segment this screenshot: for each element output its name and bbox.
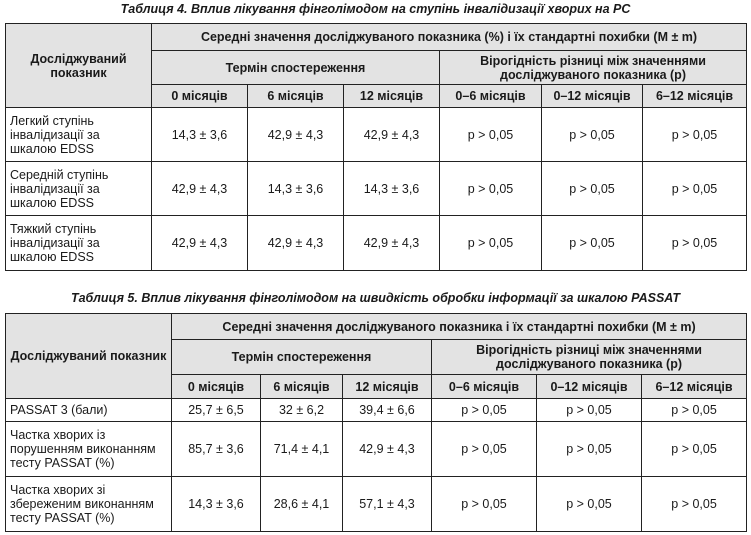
row-label: Частка хворих із порушенням виконанням тесту PASSAT (%) [6,422,172,477]
row-label: Частка хворих зі збереженим виконанням тесту PASSAT (%) [6,477,172,532]
table-row [6,162,747,216]
group-header: Середні значення досліджуваного показника і їх стандартні похибки (M ± m) [172,314,747,340]
table-cell: p > 0,05 [643,108,747,162]
row-header: Досліджуваний показник [6,24,152,108]
table-cell: 42,9 ± 4,3 [248,216,344,271]
table-cell: p > 0,05 [432,399,537,422]
table-5 [5,313,747,532]
table-cell: p > 0,05 [537,399,642,422]
column-header: 6–12 місяців [643,85,747,108]
table-cell: p > 0,05 [537,477,642,532]
term-header: Термін спостереження [172,340,432,375]
group-header: Середні значення досліджуваного показника (%) і їх стандартні похибки (M ± m) [152,24,747,51]
table-cell: p > 0,05 [537,422,642,477]
table-cell: p > 0,05 [432,422,537,477]
column-header: 0 місяців [152,85,248,108]
significance-header: Вірогідність різниці між значеннями досліджуваного показника (p) [432,340,747,375]
table-row [6,422,747,477]
table-cell: 14,3 ± 3,6 [248,162,344,216]
column-header: 6 місяців [248,85,344,108]
row-label: PASSAT 3 (бали) [6,399,172,422]
table-cell: p > 0,05 [642,477,747,532]
significance-header: Вірогідність різниці між значеннями досліджуваного показника (p) [440,51,747,85]
column-header: 0–6 місяців [432,375,537,399]
table-cell: p > 0,05 [642,399,747,422]
column-header: 0–12 місяців [542,85,643,108]
table-cell: 42,9 ± 4,3 [344,108,440,162]
column-header: 0 місяців [172,375,261,399]
table-cell: 14,3 ± 3,6 [344,162,440,216]
table-row [6,216,747,271]
table-cell: p > 0,05 [542,162,643,216]
table-cell: 25,7 ± 6,5 [172,399,261,422]
column-header: 6–12 місяців [642,375,747,399]
table-cell: 42,9 ± 4,3 [344,216,440,271]
table-cell: 39,4 ± 6,6 [343,399,432,422]
row-header: Досліджуваний показник [6,314,172,399]
table-cell: 42,9 ± 4,3 [343,422,432,477]
column-header: 0–6 місяців [440,85,542,108]
table-cell: 42,9 ± 4,3 [248,108,344,162]
table-cell: 14,3 ± 3,6 [152,108,248,162]
table-cell: p > 0,05 [542,108,643,162]
table-5-caption: Таблиця 5. Вплив лікування фінголімодом на швидкість обробки інформації за шкалою PASSAT [70,291,681,305]
column-header: 0–12 місяців [537,375,642,399]
table-4-caption: Таблиця 4. Вплив лікування фінголімодом на ступінь інвалідизації хворих на РС [120,2,631,16]
table-cell: p > 0,05 [440,162,542,216]
table-cell: p > 0,05 [440,216,542,271]
column-header: 12 місяців [344,85,440,108]
table-cell: 32 ± 6,2 [261,399,343,422]
table-cell: 42,9 ± 4,3 [152,162,248,216]
table-cell: 71,4 ± 4,1 [261,422,343,477]
table-row [6,399,747,422]
table-cell: p > 0,05 [642,422,747,477]
table-cell: p > 0,05 [432,477,537,532]
table-cell: 14,3 ± 3,6 [172,477,261,532]
table-cell: p > 0,05 [643,216,747,271]
column-header: 12 місяців [343,375,432,399]
table-cell: p > 0,05 [643,162,747,216]
row-label: Легкий ступінь інвалідизації за шкалою EDSS [6,108,152,162]
table-row [6,108,747,162]
row-label: Середній ступінь інвалідизації за шкалою EDSS [6,162,152,216]
table-cell: 42,9 ± 4,3 [152,216,248,271]
table-row [6,477,747,532]
column-header: 6 місяців [261,375,343,399]
table-cell: 28,6 ± 4,1 [261,477,343,532]
table-cell: p > 0,05 [542,216,643,271]
row-label: Тяжкий ступінь інвалідизації за шкалою EDSS [6,216,152,271]
table-cell: 57,1 ± 4,3 [343,477,432,532]
table-4 [5,23,747,271]
term-header: Термін спостереження [152,51,440,85]
table-cell: p > 0,05 [440,108,542,162]
table-cell: 85,7 ± 3,6 [172,422,261,477]
